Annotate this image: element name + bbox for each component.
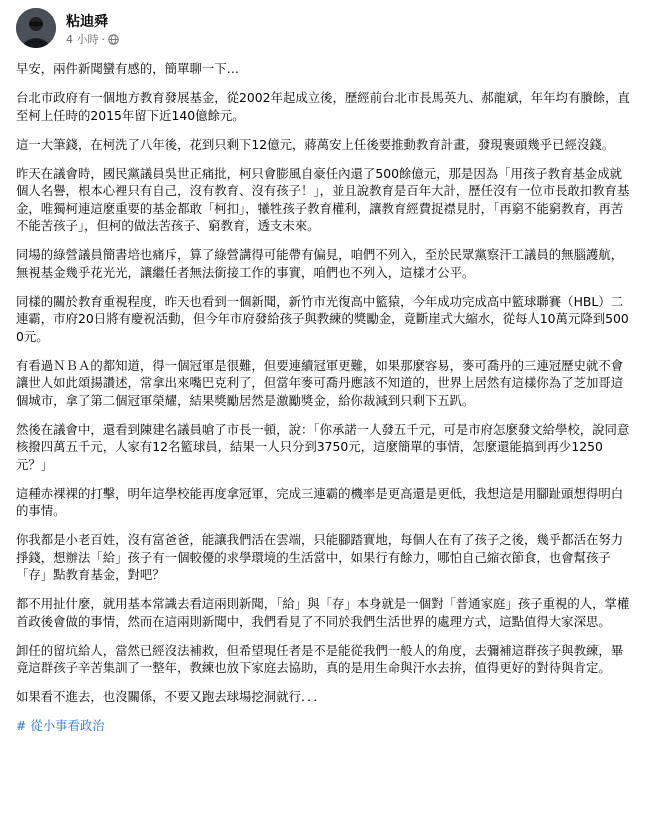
post-paragraph: 都不用扯什麼，就用基本常識去看這兩則新聞，「給」與「存」本身就是一個對「普通家庭」孩子重視的人，掌權首政後會做的事情，然而在這兩則新聞中，我們看見了不同於我們生活世界的處理方式，這點值得大家深思。	[16, 596, 630, 629]
post-paragraph: 台北市政府有一個地方教育發展基金，從2002年起成立後，歷經前台北市長馬英九、郝龍斌，年年均有賸餘，直至柯上任時的2015年留下近140億餘元。	[16, 90, 630, 123]
hashtag-link[interactable]: # 從小事看政治	[16, 718, 105, 733]
post-paragraph: 如果看不進去，也沒關係，不要又跑去球場挖洞就行．．．	[16, 689, 326, 704]
post-paragraph: 有看過ＮＢＡ的都知道，得一個冠軍是很難，但要連續冠軍更難，如果那麼容易，麥可喬丹的三連冠歷史就不會讓世人如此頌揚讚述，常拿出來嘴巴克利了，但當年麥可喬丹應該不知道的，世界上居然有這樣你為了芝加哥這個城市，拿了第二個冠軍榮耀，結果獎勵居然是激勵獎金，給你裁減到只剩下五趴。	[16, 357, 624, 408]
post-paragraph: 同場的綠營議員簡書培也痛斥，算了綠營講得可能帶有偏見，咱們不列入，至於民眾黨察汗工議員的無腦護航，無視基金幾乎花光光，讓繼任者無法銜接工作的事實，咱們也不列入，這樣才公平。	[16, 247, 624, 280]
post-paragraph: 這種赤裸裸的打擊，明年這學校能再度拿冠軍，完成三連霸的機率是更高還是更低，我想這是用腳趾頭想得明白的事情。	[16, 485, 624, 518]
post-paragraph: 這一大筆錢，在柯洗了八年後，花到只剩下12億元，蔣萬安上任後要推動教育計畫，發現裹頭幾乎已經沒錢。	[16, 136, 615, 152]
post-paragraph: 你我都是小老百姓，沒有富爸爸，能讓我們活在雲端，只能腳踏實地，每個人在有了孩子之後，幾乎都活在努力掙錢，想辦法「給」孩子有一個較優的求學環境的生活當中，如果行有餘力，哪怕自己縮衣節食，也會幫孩子「存」點教育基金，對吧？	[16, 532, 624, 582]
post-body	[16, 60, 632, 735]
post-paragraph: 昨天在議會時，國民黨議員吳世正痛批，柯只會膨風自豪任內還了500餘億元，那是因為「用孩子教育基金成就個人名譽，根本心裡只有自己，沒有教育、沒有孩子！」，並且說教育是百年大計，歷任沒有一位市長敢扣教育基金，唯獨柯連這麼重要的基金都敢「柯扣」，犧牲孩子教育權利，讓教育經費捉襟見肘，「再窮不能窮教育，再苦不能苦孩子」，但柯的做法苦孩子、窮教育，透支未來。	[16, 165, 630, 233]
post-paragraph: 同樣的關於教育重視程度，昨天也看到一個新聞，新竹市光復高中籃猿，今年成功完成高中籃球聯賽（HBL）二連霸，市府20日將有慶祝活動，但今年市府發給孩子與教練的獎勵金，竟斷崖式大縮水，從每人10萬元降到5000元。	[16, 293, 629, 344]
avatar[interactable]	[16, 8, 56, 48]
post-paragraph: 然後在議會中，還看到陳建名議員嗆了市長一頓，說：「你承諾一人發五千元，可是市府怎麼發文給學校，說同意核撥四萬五千元，人家有12名籃球員，結果一人只分到3750元，這麼簡單的事情，怎麼還能搞到再少1250元？」	[16, 421, 630, 472]
post-paragraph: 卸任的留坑給人，當然已經沒法補救，但希望現任者是不是能從我們一般人的角度，去彌補這群孩子與教練，畢竟這群孩子辛苦集訓了一整年，教練也放下家庭去協助，真的是用生命與汗水去拚，值得更好的對待與肯定。	[16, 642, 624, 675]
meta-separator: ·	[101, 32, 105, 46]
post-header	[16, 8, 632, 48]
post-meta	[66, 31, 119, 47]
author-name[interactable]: 粘迪舜	[66, 14, 108, 30]
post-paragraph: 早安，兩件新聞蠻有感的，簡單聊一下…	[16, 61, 240, 76]
globe-icon	[108, 34, 119, 45]
post-time[interactable]: 4 小時	[66, 33, 99, 46]
